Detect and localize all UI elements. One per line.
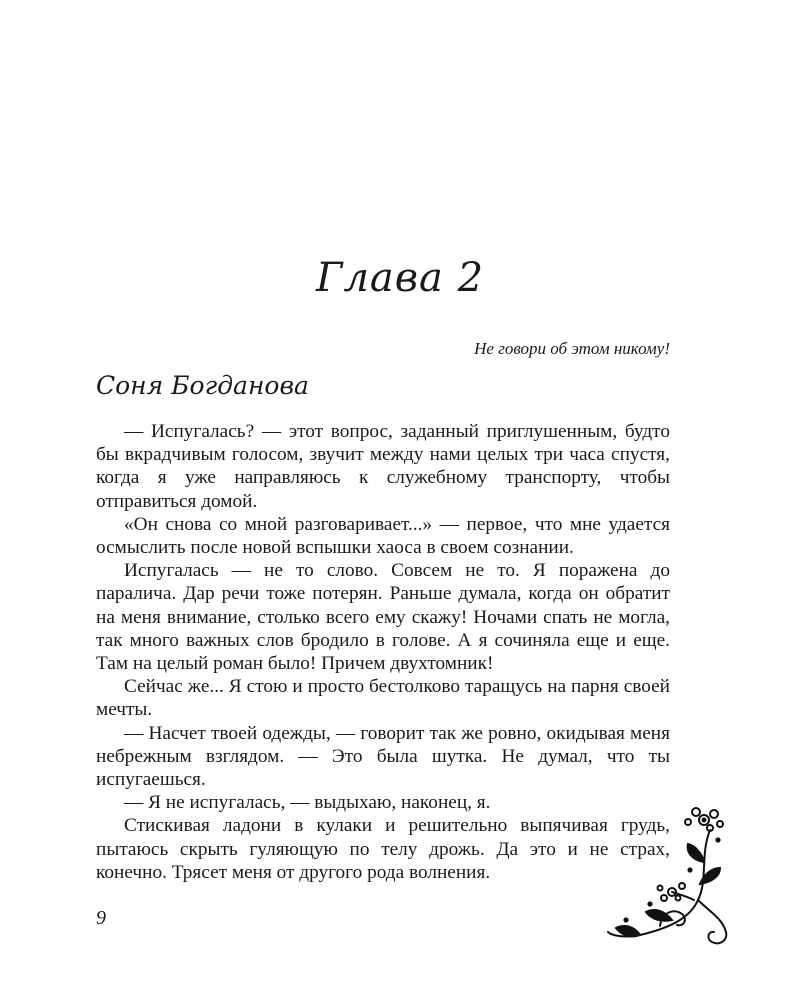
chapter-body — [96, 420, 670, 884]
paragraph: «Он снова со мной разговаривает...» — первое, что мне удается осмыслить после новой вспышки хаоса в своем сознании. — [96, 513, 670, 559]
page-number: 9 — [96, 907, 106, 929]
paragraph: Сейчас же... Я стою и просто бестолково таращусь на парня своей мечты. — [96, 676, 670, 721]
pov-character-name: Соня Богданова — [96, 371, 309, 400]
paragraph: — Насчет твоей одежды, — говорит так же ровно, окидывая меня небрежным взглядом. — Это была шутка. Не думал, что ты испугаешься. — [96, 722, 670, 791]
paragraph: Стискивая ладони в кулаки и решительно выпячивая грудь, пытаюсь скрыть гуляющую по телу дрожь. Да это и не страх, конечно. Трясет меня от другого рода волнения. — [96, 815, 670, 883]
chapter-title: Глава 2 — [315, 255, 485, 301]
chapter-epigraph: Не говори об этом никому! — [474, 339, 670, 358]
floral-corner-ornament-icon — [600, 800, 730, 950]
paragraph: Испугалась — не то слово. Совсем не то. Я поражена до паралича. Дар речи тоже потерян. Раньше думала, когда он обратит на меня внимание, столько всего ему скажу! Ночами спать не могла, так много важных слов бродило в голове. А я сочиняла еще и еще. Там на целый роман было! Причем двухтомник! — [96, 560, 670, 675]
paragraph: — Испугалась? — этот вопрос, заданный приглушенным, будто бы вкрадчивым голосом, звучит между нами целых три часа спустя, когда я уже направляюсь к служебному транспорту, чтобы отправиться домой. — [96, 421, 670, 512]
paragraph: — Я не испугалась, — выдыхаю, наконец, я. — [124, 792, 491, 814]
